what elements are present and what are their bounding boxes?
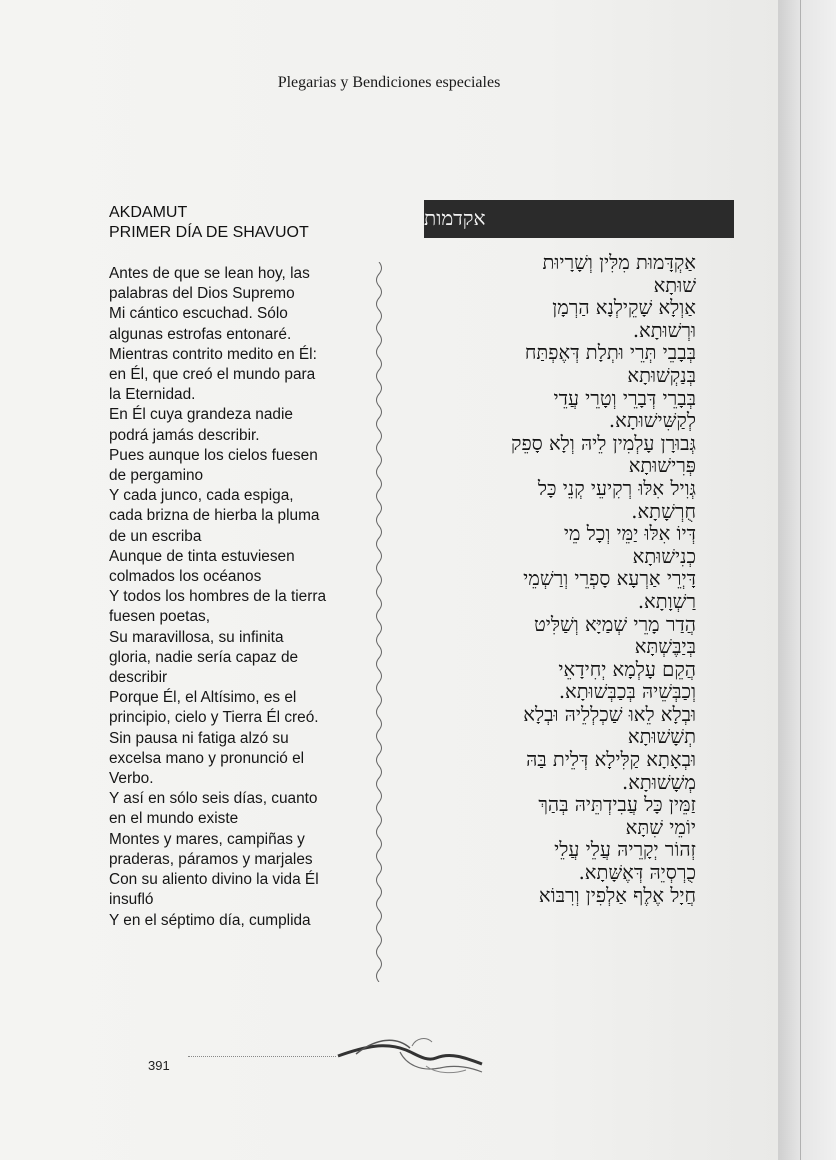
hebrew-line: יוֹמֵי שִׁתָּא <box>625 815 696 839</box>
spanish-line: Y todos los hombres de la tierra <box>109 588 327 606</box>
hebrew-line: בְּבָבֵי תְּרֵי וּתְלָת דְּאֶפְתַּח <box>524 341 696 365</box>
spanish-line: Verbo. <box>109 770 154 788</box>
spanish-line: excelsa mano y pronunció el <box>109 749 305 767</box>
spanish-line: Porque Él, el Altísimo, es el <box>109 689 297 707</box>
spanish-line: de un escriba <box>109 527 202 545</box>
spanish-line: en Él, que creó el mundo para <box>109 366 316 384</box>
spanish-line: Montes y mares, campiñas y <box>109 830 305 848</box>
hebrew-line: דְּיוֹ אִלּוּ יַמֵּי וְכָל מֵי <box>563 522 696 546</box>
hebrew-line: הֲדַר מָרֵי שְׁמַיָּא וְשַׁלִּיט <box>533 612 696 636</box>
feather-ornament <box>336 1028 486 1078</box>
hebrew-line: זַמֵּין כָּל עֲבִידְתֵּיהּ בְּהַךְ <box>538 793 696 817</box>
spanish-title-line: PRIMER DÍA DE SHAVUOT <box>109 224 309 241</box>
hebrew-line: בְּבָרֵי דְּבָרֵי וְטָרֵי עֲדֵי <box>553 386 696 410</box>
hebrew-line: אַוְלָא שָׁקֵילְנָא הַרְמָן <box>552 296 696 320</box>
spanish-line: Pues aunque los cielos fuesen <box>109 446 318 464</box>
hebrew-line: בְּיַבֶּשְׁתָּא <box>634 635 696 659</box>
footer-rule <box>188 1056 336 1057</box>
hebrew-line: דָּיְרֵי אַרְעָא סָפְרֵי וְרַשְׁמֵי <box>523 567 696 591</box>
spanish-line: Aunque de tinta estuviesen <box>109 547 295 565</box>
spanish-line: palabras del Dios Supremo <box>109 285 295 303</box>
hebrew-line: חֻרְשָׁתָא. <box>631 499 696 523</box>
hebrew-line: לְקַשִּׁישׁוּתָא. <box>608 409 696 433</box>
spanish-line: describir <box>109 669 168 687</box>
spanish-line: podrá jamás describir. <box>109 426 260 444</box>
spanish-line: cada brizna de hierba la pluma <box>109 507 320 525</box>
spanish-line: Mi cántico escuchad. Sólo <box>109 305 288 323</box>
hebrew-header-title: אקדמות <box>424 206 486 230</box>
hebrew-line: חֲיָל אֶלֶף אַלְפִין וְרִבּוֹא <box>538 883 696 907</box>
hebrew-line: פְּרִישׁוּתָא <box>628 454 696 478</box>
spanish-line: Con su aliento divino la vida Él <box>109 871 319 889</box>
spanish-text <box>109 264 364 931</box>
spanish-line: Y en el séptimo día, cumplida <box>109 911 311 929</box>
hebrew-line: רַשְׁוָתָא. <box>637 589 696 613</box>
spanish-line: Y cada junco, cada espiga, <box>109 487 294 505</box>
hebrew-line: כְנִישׁוּתָא <box>632 544 696 568</box>
page-number: 391 <box>148 1058 170 1073</box>
spanish-line: algunas estrofas entonaré. <box>109 325 292 343</box>
hebrew-header-bar <box>424 200 734 238</box>
spanish-line: En Él cuya grandeza nadie <box>109 406 293 424</box>
spanish-line: insufló <box>109 891 154 909</box>
hebrew-line: גְּוִיל אִלּוּ רְקִיעֵי קְנֵי כָּל <box>537 476 696 500</box>
hebrew-line: זְהוֹר יְקָרֵיהּ עֲלֵי עֲלֵי <box>554 838 696 862</box>
hebrew-text <box>430 252 696 907</box>
spanish-line: fuesen poetas, <box>109 608 210 626</box>
hebrew-line: וּבְאָתָא קַלִּילָא דְּלֵית בַּהּ <box>526 748 696 772</box>
spanish-line: de pergamino <box>109 467 204 485</box>
spanish-line: Y así en sólo seis días, cuanto <box>109 790 318 808</box>
spanish-line: Sin pausa ni fatiga alzó su <box>109 729 289 747</box>
page-fold-line <box>800 0 801 1160</box>
hebrew-line: תְשָׁשׁוּתָא <box>627 725 696 749</box>
spanish-line: la Eternidad. <box>109 386 196 404</box>
hebrew-line: בְּנַקְשׁוּתָא <box>627 363 696 387</box>
spanish-line: praderas, páramos y marjales <box>109 850 313 868</box>
hebrew-line: שׁוּתָא <box>653 273 696 297</box>
spanish-line: en el mundo existe <box>109 810 239 828</box>
spanish-line: colmados los océanos <box>109 568 262 586</box>
hebrew-line: מְשָׁשׁוּתָא. <box>622 770 696 794</box>
next-page-edge <box>778 0 836 1160</box>
spanish-line: principio, cielo y Tierra Él creó. <box>109 709 319 727</box>
spanish-title <box>109 203 309 243</box>
spanish-line: gloria, nadie sería capaz de <box>109 648 299 666</box>
hebrew-line: וְכַבְּשֵׁיהּ בְּכַבְּשׁוּתָא. <box>558 680 696 704</box>
spanish-line: Mientras contrito medito en Él: <box>109 345 317 363</box>
spanish-title-line: AKDAMUT <box>109 204 188 221</box>
hebrew-line: וּבְלָא לֵאוּ שַׁכְלְלֵיהּ וּבְלָא <box>523 702 696 726</box>
hebrew-line: וּרְשׁוּתָא. <box>632 318 696 342</box>
spanish-line: Su maravillosa, su infinita <box>109 628 284 646</box>
spanish-line: Antes de que se lean hoy, las <box>109 265 310 282</box>
wavy-divider <box>372 262 386 982</box>
hebrew-line: גְּבוּרָן עָלְמִין לֵיהּ וְלָא סָפֵק <box>511 431 696 455</box>
hebrew-line: כֻרְסְיֵהּ דְּאֶשָּׁתָא. <box>578 861 696 885</box>
hebrew-line: אַקְדָּמוּת מִלִּין וְשָׁרָיוּת <box>542 251 696 274</box>
running-head: Plegarias y Bendiciones especiales <box>277 74 501 91</box>
hebrew-line: הֲקֵם עָלְמָא יְחִידָאֵי <box>558 657 696 681</box>
